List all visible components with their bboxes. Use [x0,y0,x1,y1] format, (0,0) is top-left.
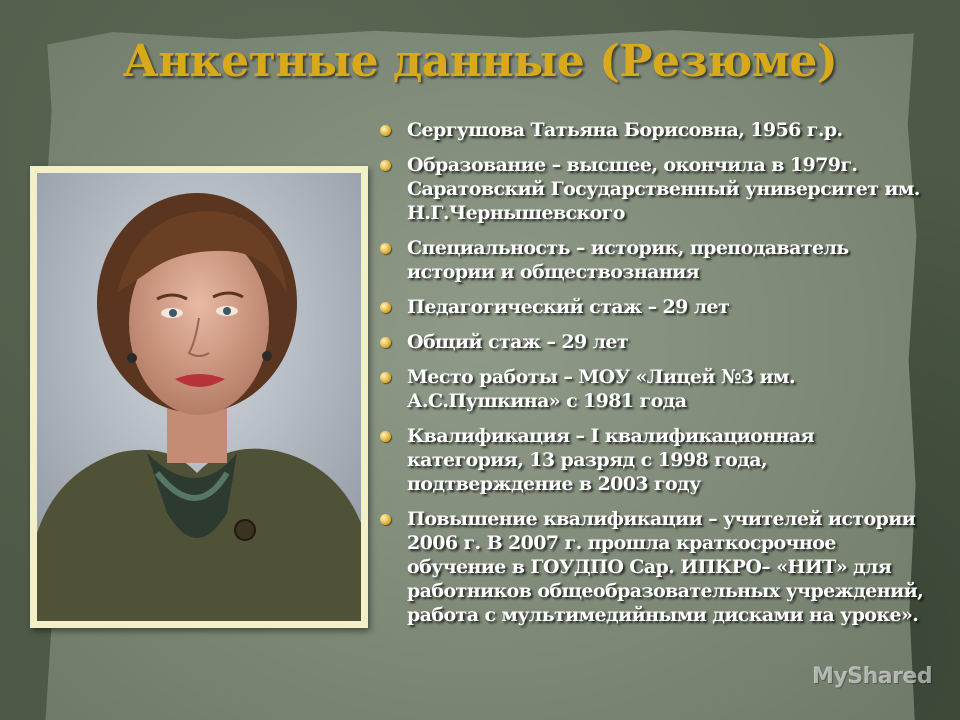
bullet-text: Квалификация – I квалификационная категория, 13 разряд с 1998 года, подтверждение в 2003 году [407,425,815,495]
photo-frame [30,166,368,628]
bullet-text: Общий стаж – 29 лет [407,331,629,353]
bullet-text: Специальность – историк, преподаватель истории и обществознания [407,237,849,283]
bullet-icon [380,431,391,442]
watermark-logo: MyShared [812,664,933,689]
resume-bullet-list [380,118,928,638]
bullet-icon [380,125,391,136]
portrait-photo [37,173,361,621]
bullet-item [380,365,928,413]
bullet-icon [380,514,391,525]
slide-title: Анкетные данные (Резюме) [122,36,838,87]
bullet-text: Повышение квалификации – учителей истории 2006 г. В 2007 г. прошла краткосрочное обучение в ГОУДПО Сар. ИПКРО– «НИТ» для работников общеобразовательных учреждений, работа с мультимедийными дисками на уроке». [407,508,924,626]
bullet-text: Сергушова Татьяна Борисовна, 1956 г.р. [407,119,843,141]
bullet-item [380,507,928,627]
bullet-text: Педагогический стаж – 29 лет [407,296,730,318]
bullet-icon [380,337,391,348]
bullet-item [380,118,928,142]
bullet-item [380,236,928,284]
bullet-text: Образование – высшее, окончила в 1979г. Саратовский Государственный университет им. Н.Г.Чернышевского [407,154,920,224]
bullet-icon [380,302,391,313]
bullet-icon [380,160,391,171]
bullet-text: Место работы – МОУ «Лицей №3 им. А.С.Пушкина» с 1981 года [407,366,795,412]
bullet-icon [380,243,391,254]
bullet-icon [380,372,391,383]
portrait-illustration [37,173,361,621]
bullet-item [380,330,928,354]
bullet-item [380,424,928,496]
bullet-item [380,153,928,225]
bullet-item [380,295,928,319]
